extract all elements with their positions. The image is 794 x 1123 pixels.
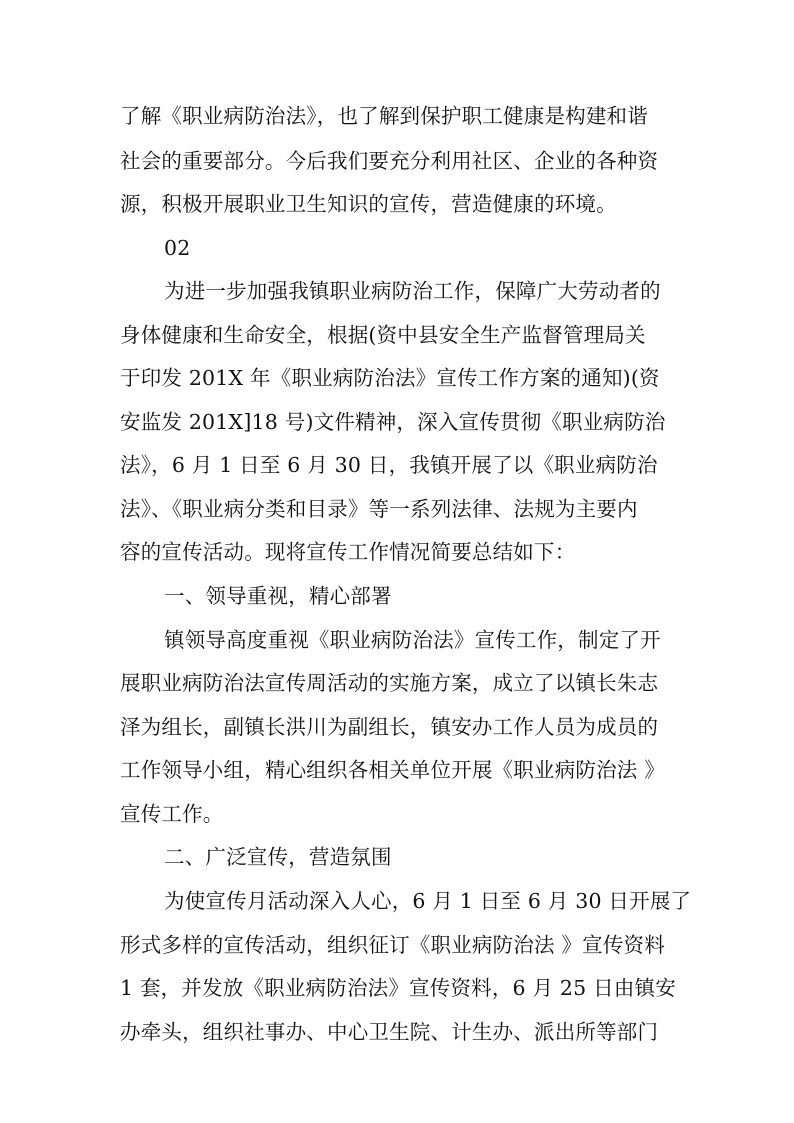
text-line: 为进一步加强我镇职业病防治工作，保障广大劳动者的: [164, 279, 661, 303]
text-line: 社会的重要部分。今后我们要充分利用社区、企业的各种资: [120, 149, 659, 173]
text-line: 身体健康和生命安全，根据(资中县安全生产监督管理局关: [120, 323, 646, 347]
text-line: 于印发 201X 年《职业病防治法》宣传工作方案的通知)(资: [120, 366, 660, 390]
text-line: 为使宣传月活动深入人心，6 月 1 日至 6 月 30 日开展了: [164, 889, 692, 913]
text-line: 工作领导小组，精心组织各相关单位开展《职业病防治法 》: [120, 758, 665, 782]
section-number: 02: [164, 236, 191, 260]
text-line: 了解《职业病防治法》，也了解到保护职工健康是构建和谐: [120, 104, 648, 128]
text-line: 宣传工作。: [120, 802, 224, 826]
text-line: 法》、《职业病分类和目录》等一系列法律、法规为主要内: [120, 497, 638, 521]
text-line: 办牵头，组织社事办、中心卫生院、计生办、派出所等部门: [120, 1020, 659, 1044]
text-line: 源，积极开展职业卫生知识的宣传，营造健康的环境。: [120, 192, 617, 216]
text-line: 展职业病防治法宣传周活动的实施方案，成立了以镇长朱志: [120, 671, 659, 695]
text-line: 1 套，并发放《职业病防治法》宣传资料，6 月 25 日由镇安: [120, 976, 676, 1000]
text-line: 安监发 201X]18 号)文件精神，深入宣传贯彻《职业病防治: [120, 410, 666, 434]
text-line: 形式多样的宣传活动，组织征订《职业病防治法 》宣传资料: [120, 933, 665, 957]
section-heading: 一、领导重视，精心部署: [164, 584, 392, 608]
text-line: 泽为组长，副镇长洪川为副组长，镇安办工作人员为成员的: [120, 715, 659, 739]
text-line: 法》，6 月 1 日至 6 月 30 日，我镇开展了以《职业病防治: [120, 453, 658, 477]
text-line: 镇领导高度重视《职业病防治法》宣传工作，制定了开: [164, 628, 661, 652]
section-heading: 二、广泛宣传，营造氛围: [164, 845, 392, 869]
text-line: 容的宣传活动。现将宣传工作情况简要总结如下：: [120, 540, 576, 564]
